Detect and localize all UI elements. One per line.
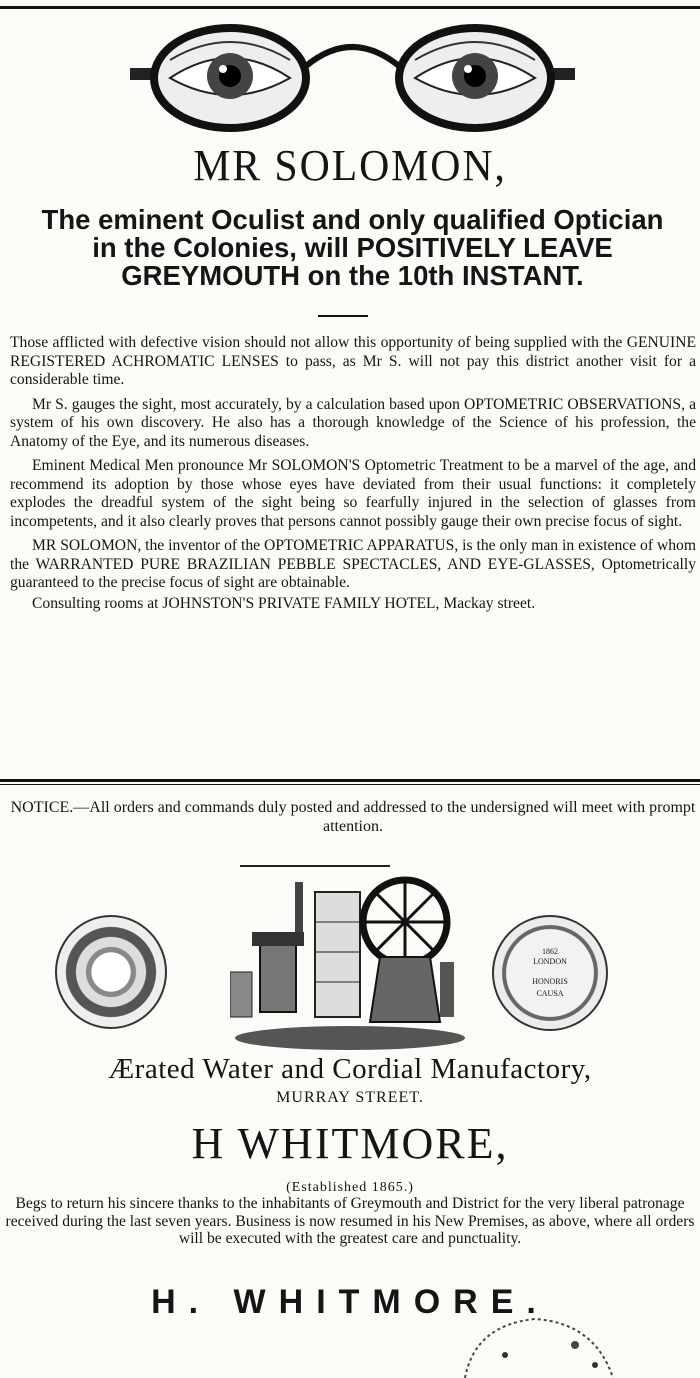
whitmore-name: H WHITMORE, (191, 1119, 509, 1168)
medal-text: 1862 (542, 947, 558, 956)
solomon-paragraph: Consulting rooms at JOHNSTON'S PRIVATE FAMILY HOTEL, Mackay street. (32, 594, 536, 612)
medal-text: HONORIS (532, 977, 568, 986)
street-address: MURRAY STREET. (276, 1089, 424, 1106)
solomon-name: MR SOLOMON, (193, 141, 507, 190)
solomon-paragraph: Eminent Medical Men pronounce Mr SOLOMON'S Optometric Treatment to be a marvel of the age, and recommend its adoption by those whose eyes have deviated from their usual functions: it completely explodes the dreadful system of the sight being so fearfully injured in the selection of glasses from incompetents, and it also clearly proves that persons cannot possibly gauge their own precise focus of sight. (10, 457, 696, 530)
right-medal-illustration (492, 915, 608, 1031)
solomon-paragraph: Mr S. gauges the sight, most accurately, by a calculation based upon OPTOMETRIC OBSERVATIONS, a system of his own discovery. He also has a thorough knowledge of the Science of his profession, the Anatomy of the Eye, and its numerous diseases. (10, 395, 696, 450)
factory-machinery-illustration (230, 862, 470, 1052)
established-line: (Established 1865.) (286, 1180, 414, 1195)
top-rule (0, 6, 700, 9)
whitmore-body: Begs to return his sincere thanks to the inhabitants of Greymouth and District for the very liberal patronage received during the last seven years. Business is now resumed in his New Premises, as above, where all orders will be executed with the greatest care and punctuality. (5, 1195, 695, 1247)
manufactory-title: Ærated Water and Cordial Manufactory, (108, 1053, 592, 1085)
spectacles-illustration (130, 20, 575, 140)
solomon-paragraph: MR SOLOMON, the inventor of the OPTOMETRIC APPARATUS, is the only man in existence of whom the WARRANTED PURE BRAZILIAN PEBBLE SPECTACLES, AND EYE-GLASSES, Optometrically guaranteed to the precise focus of sight are obtainable. (10, 537, 696, 591)
headline-line-3: GREYMOUTH on the 10th INSTANT. (121, 260, 584, 291)
headline-line-2: in the Colonies, will POSITIVELY LEAVE (92, 232, 613, 263)
medal-text: CAUSA (536, 989, 564, 998)
short-divider (318, 315, 368, 317)
section-rule (0, 779, 700, 782)
solomon-headline (10, 206, 695, 290)
ink-blot-illustration (455, 1315, 615, 1378)
medal-text: LONDON (533, 957, 567, 966)
solomon-paragraph: Those afflicted with defective vision should not allow this opportunity of being supplied with the GENUINE REGISTERED ACHROMATIC LENSES to pass, as Mr S. will not pay this district another visit for a considerable time. (10, 334, 696, 388)
notice-text: NOTICE.—All orders and commands duly posted and addressed to the undersigned will meet with prompt attention. (10, 799, 696, 835)
whitmore-signature: H. WHITMORE. (151, 1283, 549, 1321)
solomon-body (10, 334, 696, 619)
left-medal-illustration (55, 915, 167, 1029)
section-rule-thin (0, 784, 700, 785)
headline-line-1: The eminent Oculist and only qualified Optician (41, 204, 664, 235)
